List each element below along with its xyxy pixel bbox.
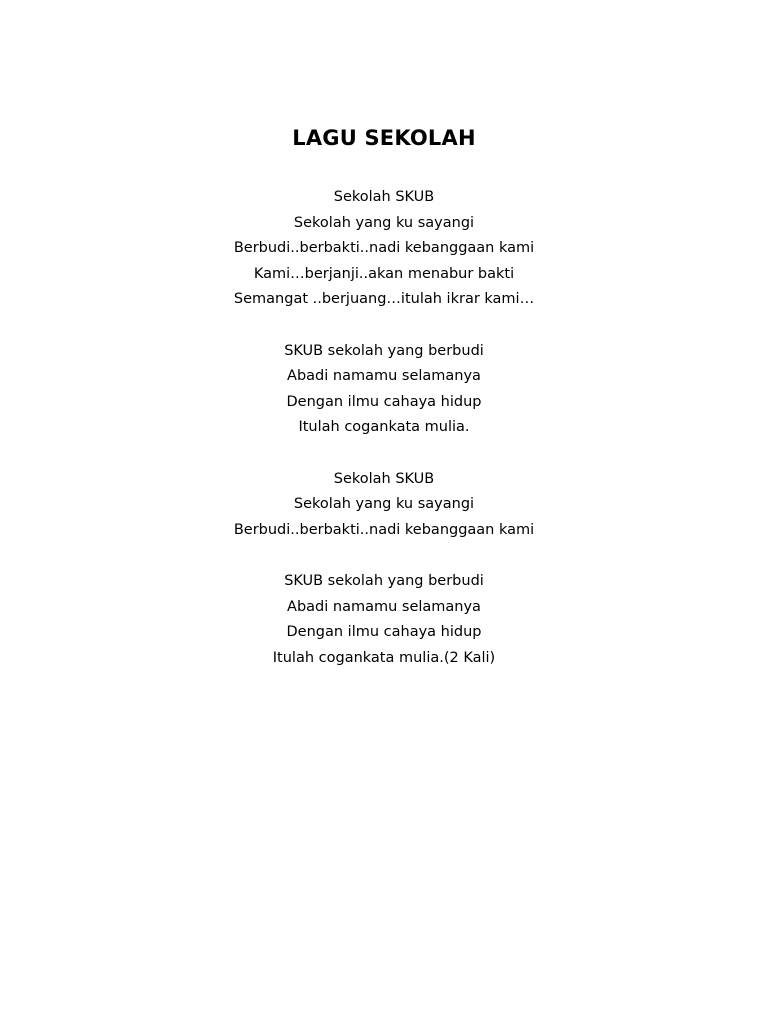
lyrics-body	[0, 185, 768, 697]
lyric-line: Sekolah yang ku sayangi	[293, 214, 475, 231]
stanza-4	[0, 569, 768, 671]
lyric-line: Dengan ilmu cahaya hidup	[286, 624, 482, 641]
lyric-line: Sekolah SKUB	[333, 470, 435, 487]
lyric-line: Abadi namamu selamanya	[287, 368, 481, 385]
lyric-line: Dengan ilmu cahaya hidup	[286, 393, 482, 410]
stanza-2	[0, 339, 768, 441]
page-title: LAGU SEKOLAH	[292, 126, 476, 150]
lyric-line: SKUB sekolah yang berbudi	[284, 342, 484, 359]
lyric-line: SKUB sekolah yang berbudi	[284, 572, 484, 589]
lyric-line: Itulah cogankata mulia.(2 Kali)	[272, 649, 496, 666]
lyric-line: Abadi namamu selamanya	[287, 598, 481, 615]
lyric-line: Berbudi..berbakti..nadi kebanggaan kami	[233, 521, 535, 538]
lyric-line: Itulah cogankata mulia.	[298, 419, 470, 436]
lyric-line: Semangat ..berjuang…itulah ikrar kami…	[233, 291, 535, 308]
lyric-line: Sekolah yang ku sayangi	[293, 496, 475, 513]
stanza-1	[0, 185, 768, 313]
stanza-3	[0, 467, 768, 544]
lyric-line: Sekolah SKUB	[333, 189, 435, 205]
lyric-line: Berbudi..berbakti..nadi kebanggaan kami	[233, 240, 535, 257]
lyric-line: Kami…berjanji..akan menabur bakti	[253, 265, 515, 282]
